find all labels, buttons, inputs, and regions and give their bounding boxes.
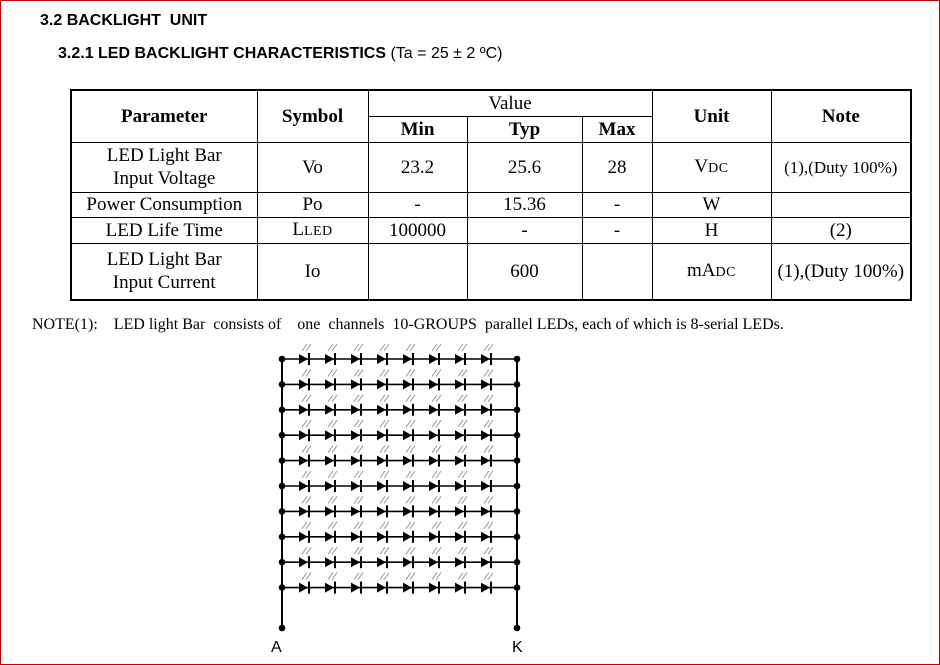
led-diode-icon	[455, 532, 464, 542]
header-parameter: Parameter	[71, 90, 257, 142]
subsection-title: 3.2.1 LED BACKLIGHT CHARACTERISTICS	[58, 45, 387, 62]
led-diode-icon	[299, 430, 308, 440]
led-diode-icon	[325, 557, 334, 567]
junction-dot	[514, 432, 521, 439]
junction-dot	[279, 559, 286, 566]
cell-max: -	[582, 192, 652, 217]
cell-max: 28	[582, 142, 652, 192]
junction-dot	[514, 559, 521, 566]
cell-typ: 15.36	[467, 192, 582, 217]
junction-dot	[514, 508, 521, 515]
led-diode-icon	[299, 532, 308, 542]
led-diode-icon	[299, 481, 308, 491]
anode-label: A	[271, 639, 282, 656]
cell-note: (1),(Duty 100%)	[771, 243, 911, 300]
led-diode-icon	[403, 532, 412, 542]
junction-dot	[514, 407, 521, 414]
header-max: Max	[582, 116, 652, 142]
cell-parameter: Power Consumption	[71, 192, 257, 217]
led-diode-icon	[299, 405, 308, 415]
led-diode-icon	[403, 557, 412, 567]
led-diode-icon	[377, 354, 386, 364]
led-diode-icon	[325, 532, 334, 542]
junction-dot	[514, 356, 521, 363]
cell-unit: VDC	[652, 142, 771, 192]
led-diode-icon	[325, 456, 334, 466]
led-diode-icon	[429, 506, 438, 516]
cell-min: 23.2	[368, 142, 467, 192]
header-min: Min	[368, 116, 467, 142]
led-diode-icon	[455, 379, 464, 389]
led-diode-icon	[429, 557, 438, 567]
cell-typ: 25.6	[467, 142, 582, 192]
led-diode-icon	[299, 379, 308, 389]
led-diode-icon	[481, 430, 490, 440]
led-diode-icon	[403, 405, 412, 415]
led-diode-icon	[325, 583, 334, 593]
cell-typ: -	[467, 217, 582, 243]
led-diode-icon	[351, 583, 360, 593]
cell-parameter: LED Light Bar Input Voltage	[71, 142, 257, 192]
header-typ: Typ	[467, 116, 582, 142]
cell-symbol: LLED	[257, 217, 368, 243]
led-diode-icon	[481, 481, 490, 491]
led-diode-icon	[455, 557, 464, 567]
cell-note: (1),(Duty 100%)	[771, 142, 911, 192]
anode-terminal	[279, 625, 286, 632]
led-diode-icon	[377, 405, 386, 415]
led-diode-icon	[299, 583, 308, 593]
led-diode-icon	[429, 532, 438, 542]
led-diode-icon	[403, 430, 412, 440]
led-diode-icon	[481, 354, 490, 364]
cell-typ: 600	[467, 243, 582, 300]
led-diode-icon	[377, 532, 386, 542]
led-diode-icon	[481, 532, 490, 542]
cell-min: -	[368, 192, 467, 217]
cell-unit: W	[652, 192, 771, 217]
cell-parameter: LED Life Time	[71, 217, 257, 243]
cell-symbol: Po	[257, 192, 368, 217]
led-diode-icon	[377, 583, 386, 593]
led-diode-icon	[455, 456, 464, 466]
led-diode-icon	[429, 379, 438, 389]
cell-parameter: LED Light Bar Input Current	[71, 243, 257, 300]
led-diode-icon	[481, 557, 490, 567]
cell-min: 100000	[368, 217, 467, 243]
junction-dot	[514, 483, 521, 490]
header-value: Value	[368, 90, 652, 116]
led-diode-icon	[455, 405, 464, 415]
junction-dot	[514, 381, 521, 388]
led-diode-icon	[429, 456, 438, 466]
led-diode-icon	[351, 405, 360, 415]
led-diode-icon	[429, 405, 438, 415]
junction-dot	[279, 584, 286, 591]
cell-unit: mADC	[652, 243, 771, 300]
junction-dot	[279, 508, 286, 515]
led-diode-icon	[325, 354, 334, 364]
led-diode-icon	[403, 354, 412, 364]
led-diode-icon	[351, 430, 360, 440]
led-diode-icon	[403, 583, 412, 593]
led-diode-icon	[351, 456, 360, 466]
led-diode-icon	[377, 456, 386, 466]
led-diode-icon	[455, 583, 464, 593]
led-diode-icon	[429, 430, 438, 440]
led-diode-icon	[351, 532, 360, 542]
led-diode-icon	[481, 506, 490, 516]
led-diode-icon	[351, 557, 360, 567]
led-diode-icon	[403, 379, 412, 389]
led-diode-icon	[455, 481, 464, 491]
junction-dot	[279, 483, 286, 490]
led-diode-icon	[377, 430, 386, 440]
led-diode-icon	[403, 481, 412, 491]
header-symbol: Symbol	[257, 90, 368, 142]
led-diode-icon	[325, 506, 334, 516]
note-1: NOTE(1): LED light Bar consists of one channels 10-GROUPS parallel LEDs, each of which is 8-serial LEDs.	[32, 316, 784, 333]
led-diode-icon	[403, 506, 412, 516]
junction-dot	[279, 381, 286, 388]
led-diode-icon	[299, 557, 308, 567]
cell-max: -	[582, 217, 652, 243]
led-diode-icon	[429, 583, 438, 593]
led-diode-icon	[299, 506, 308, 516]
subsection-condition: (Ta = 25 ± 2 ºC)	[386, 45, 503, 62]
header-note: Note	[771, 90, 911, 142]
led-diode-icon	[377, 379, 386, 389]
cathode-terminal	[514, 625, 521, 632]
led-diode-icon	[351, 379, 360, 389]
led-diode-icon	[429, 481, 438, 491]
led-diode-icon	[377, 481, 386, 491]
header-unit: Unit	[652, 90, 771, 142]
junction-dot	[279, 534, 286, 541]
cell-symbol: Vo	[257, 142, 368, 192]
junction-dot	[279, 432, 286, 439]
led-diode-icon	[481, 405, 490, 415]
led-diode-icon	[299, 354, 308, 364]
junction-dot	[279, 457, 286, 464]
led-diode-icon	[377, 506, 386, 516]
junction-dot	[279, 407, 286, 414]
cell-symbol: Io	[257, 243, 368, 300]
cell-note: (2)	[771, 217, 911, 243]
led-diode-icon	[351, 506, 360, 516]
junction-dot	[514, 584, 521, 591]
led-diode-icon	[481, 379, 490, 389]
led-diode-icon	[325, 405, 334, 415]
led-diode-icon	[455, 506, 464, 516]
led-diode-icon	[403, 456, 412, 466]
cathode-label: K	[512, 639, 523, 656]
led-diode-icon	[429, 354, 438, 364]
led-diode-icon	[351, 354, 360, 364]
led-diode-icon	[481, 456, 490, 466]
led-diode-icon	[325, 430, 334, 440]
junction-dot	[514, 457, 521, 464]
led-diode-icon	[325, 481, 334, 491]
led-diode-icon	[455, 430, 464, 440]
led-diode-icon	[351, 481, 360, 491]
led-diode-icon	[481, 583, 490, 593]
led-diode-icon	[455, 354, 464, 364]
led-diode-icon	[299, 456, 308, 466]
junction-dot	[514, 534, 521, 541]
led-diode-icon	[377, 557, 386, 567]
junction-dot	[279, 356, 286, 363]
led-diode-icon	[325, 379, 334, 389]
cell-unit: H	[652, 217, 771, 243]
section-heading: 3.2 BACKLIGHT UNIT	[40, 12, 208, 29]
